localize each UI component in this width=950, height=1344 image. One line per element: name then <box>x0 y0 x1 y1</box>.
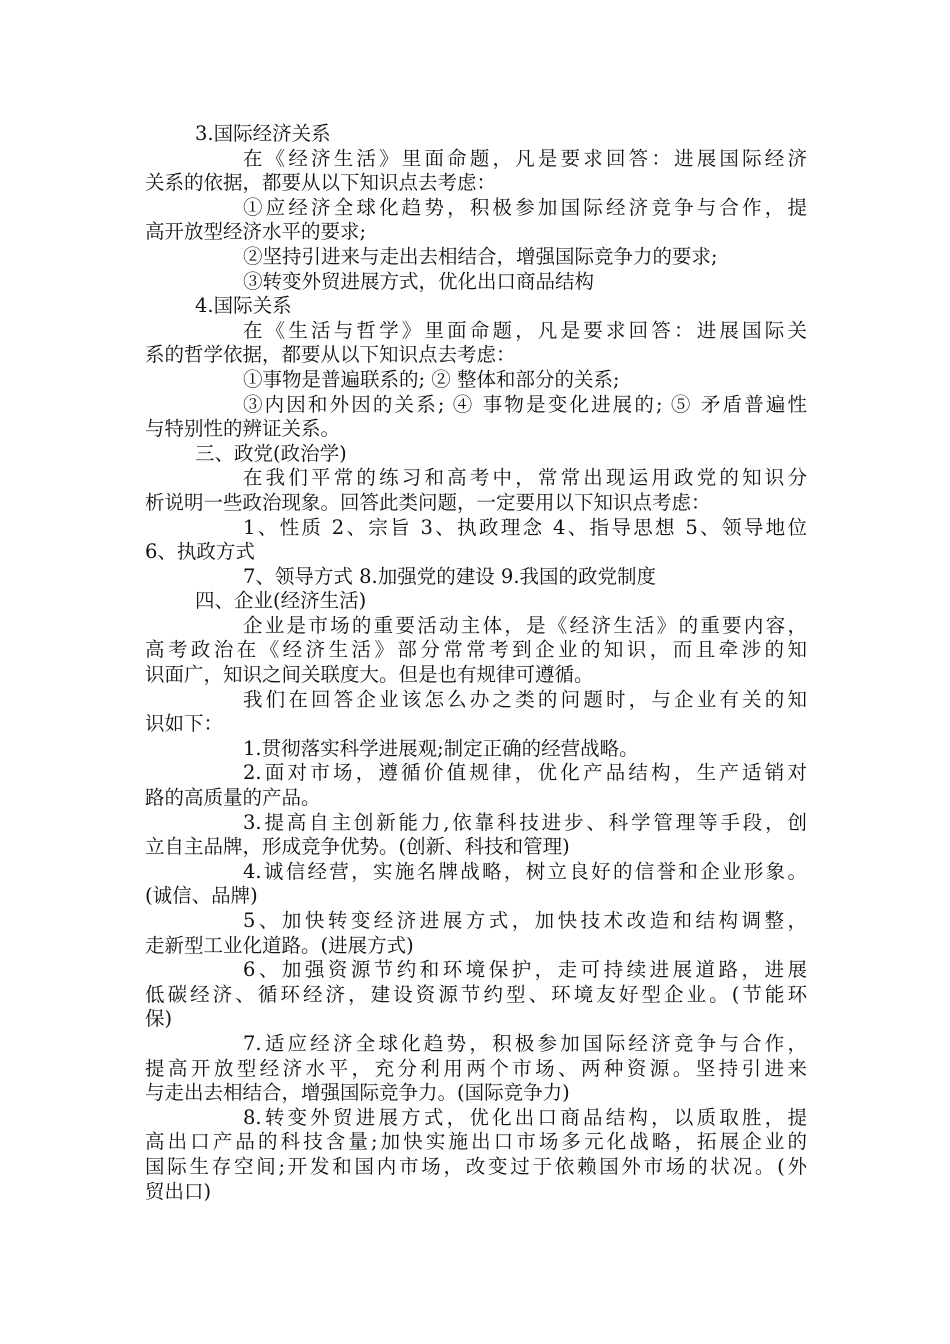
text-line: 识面广，知识之间关联度大。但是也有规律可遵循。 <box>145 663 594 687</box>
text-line: 识如下： <box>145 712 224 736</box>
text-line: 在《经济生活》里面命题，凡是要求回答：进展国际经济 <box>243 146 807 170</box>
text-line: 3.国际经济关系 <box>195 122 331 145</box>
text-line: ②坚持引进来与走出去相结合，增强国际竞争力的要求; <box>243 244 718 268</box>
text-line: 提高开放型经济水平，充分利用两个市场、两种资源。坚持引进来 <box>145 1056 807 1080</box>
text-line: 低碳经济、循环经济，建设资源节约型、环境友好型企业。(节能环 <box>145 982 807 1006</box>
text-line: 保) <box>145 1007 173 1031</box>
text-line: 高开放型经济水平的要求; <box>145 220 367 244</box>
text-line: 我们在回答企业该怎么办之类的问题时，与企业有关的知 <box>243 687 807 711</box>
text-line: 关系的依据，都要从以下知识点去考虑： <box>145 171 497 195</box>
text-line: 析说明一些政治现象。回答此类问题，一定要用以下知识点考虑： <box>145 490 711 514</box>
text-line: 走新型工业化道路。(进展方式) <box>145 933 414 957</box>
text-line: 高考政治在《经济生活》部分常常考到企业的知识，而且牵涉的知 <box>145 638 807 662</box>
text-line: 立自主品牌，形成竞争优势。(创新、科技和管理) <box>145 835 570 859</box>
text-line: (诚信、品牌) <box>145 884 258 908</box>
text-line: 4.国际关系 <box>195 294 292 318</box>
text-line: 1、性质 2、宗旨 3、执政理念 4、指导思想 5、领导地位 <box>243 515 807 539</box>
text-line: 6、执政方式 <box>145 540 255 564</box>
text-line: 5、加快转变经济进展方式，加快技术改造和结构调整， <box>243 909 807 932</box>
text-line: 四、企业(经济生活) <box>195 589 367 613</box>
text-line: ①应经济全球化趋势，积极参加国际经济竞争与合作，提 <box>243 195 807 219</box>
text-line: 企业是市场的重要活动主体，是《经济生活》的重要内容， <box>243 613 807 637</box>
text-line: 三、政党(政治学) <box>195 441 347 465</box>
text-line: 2.面对市场，遵循价值规律，优化产品结构，生产适销对 <box>243 761 807 785</box>
text-line: 4.诚信经营，实施名牌战略，树立良好的信誉和企业形象。 <box>243 859 807 883</box>
text-line: ③转变外贸进展方式，优化出口商品结构 <box>243 269 595 293</box>
text-line: 在《生活与哲学》里面命题，凡是要求回答：进展国际关 <box>243 318 807 342</box>
text-line: 7、领导方式 8.加强党的建设 9.我国的政党制度 <box>243 564 657 588</box>
text-line: 在我们平常的练习和高考中，常常出现运用政党的知识分 <box>243 466 807 490</box>
text-line: 8.转变外贸进展方式，优化出口商品结构，以质取胜，提 <box>243 1105 807 1129</box>
text-line: 1.贯彻落实科学进展观;制定正确的经营战略。 <box>243 736 639 760</box>
text-line: ③内因和外因的关系; ④ 事物是变化进展的; ⑤ 矛盾普遍性 <box>243 392 807 416</box>
text-line: 与特别性的辨证关系。 <box>145 417 341 441</box>
text-line: 系的哲学依据，都要从以下知识点去考虑： <box>145 343 516 367</box>
text-line: 与走出去相结合，增强国际竞争力。(国际竞争力) <box>145 1081 570 1105</box>
document-page <box>145 122 807 1204</box>
text-line: 3.提高自主创新能力,依靠科技进步、科学管理等手段，创 <box>243 810 807 834</box>
text-line: 国际生存空间;开发和国内市场，改变过于依赖国外市场的状况。(外 <box>145 1154 807 1178</box>
text-line: 6、加强资源节约和环境保护，走可持续进展道路，进展 <box>243 958 807 982</box>
text-line: 路的高质量的产品。 <box>145 786 321 810</box>
text-line: ①事物是普遍联系的; ② 整体和部分的关系; <box>243 367 620 391</box>
text-line: 7.适应经济全球化趋势，积极参加国际经济竞争与合作， <box>243 1031 807 1055</box>
text-line: 高出口产品的科技含量;加快实施出口市场多元化战略，拓展企业的 <box>145 1130 807 1154</box>
text-line: 贸出口) <box>145 1179 212 1203</box>
